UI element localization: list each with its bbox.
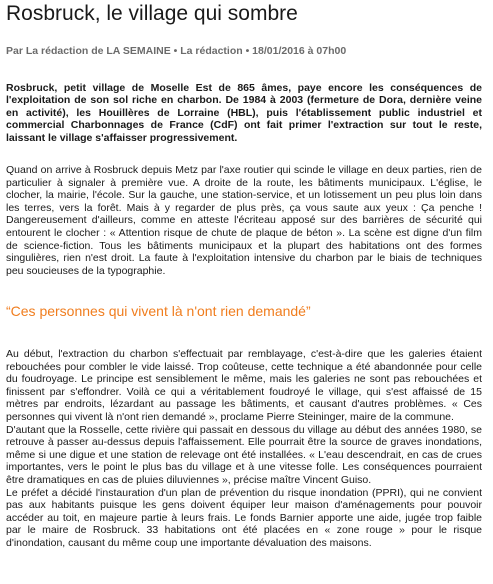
article-paragraph: Au début, l'extraction du charbon s'effectuait par remblayage, c'est-à-dire que les galeries étaient rebouchées pour combler le vide laissé. Trop coûteuse, cette technique a été abandonnée pour celle du foudroyage. Le principe est sensiblement le même, mais les galeries ne sont pas rebouchées et finissent par s'effondrer. Voilà ce qui a véritablement foudroyé le village, qui s'est affaissé de 15 mètres par endroits, lézardant au passage les bâtiments, et causant d'autres problèmes. « Ces personnes qui vivent là n'ont rien demandé », proclame Pierre Steininger, maire de la commune. bbox=[6, 348, 482, 423]
article-paragraph: D'autant que la Rosselle, cette rivière qui passait en dessous du village au début des années 1980, se retrouve à passer au-dessus depuis l'affaissement. Elle pourrait être la source de graves inondations, même si une digue et une station de relevage ont été installées. « L'eau descendrait, en cas de crues importantes, vers le point le plus bas du village et à une vitesse folle. Les conséquences pourraient être dramatiques en cas de pluies diluviennes », précise maître Vincent Guiso. bbox=[6, 423, 482, 486]
pull-quote: “Ces personnes qui vivent là n'ont rien demandé” bbox=[6, 303, 311, 319]
article-lead: Rosbruck, petit village de Moselle Est de 865 âmes, paye encore les conséquences de l'exploitation de son sol riche en charbon. De 1984 à 2003 (fermeture de Dora, dernière veine en activité), les Houillères de Lorraine (HBL), puis l'établissement public industriel et commercial Charbonnages de France (CdF) ont fait primer l'extraction sur tout le reste, laissant le village s'affaisser progressivement. bbox=[6, 82, 482, 144]
article-paragraph: Quand on arrive à Rosbruck depuis Metz par l'axe routier qui scinde le village en deux parties, rien de particulier à signaler à première vue. A droite de la route, les bâtiments municipaux. L'église, le clocher, la mairie, l'école. Sur la gauche, une station-service, et un lotissement un peu plus loin dans les terres, vers la forêt. Mais à y regarder de plus près, ça vous saute aux yeux : Ça penche ! Dangereusement d'ailleurs, comme en atteste l'écriteau apposé sur des barrières de sécurité qui entourent le clocher : « Attention risque de chute de plaque de béton ». La scène est digne d'un film de science-fiction. Tous les bâtiments municipaux et la plupart des habitations ont des formes singulières, rien n'est droit. La faute à l'exploitation intensive du charbon par le biais de techniques peu soucieuses de la typographie. bbox=[6, 164, 482, 277]
article-paragraph: Le préfet a décidé l'instauration d'un plan de prévention du risque inondation (PPRI), qui ne convient pas aux habitants puisque les gens doivent équiper leur maison d'aménagements pour pouvoir accéder au toit, en majeure partie à leurs frais. Le fonds Barnier apporte une aide, jugée trop faible par le maire de Rosbruck. 33 habitations ont été placées en « zone rouge » pour le risque d'inondation, causant du même coup une importante dévaluation des maisons. bbox=[6, 486, 482, 549]
article-byline: Par La rédaction de LA SEMAINE • La rédaction • 18/01/2016 à 07h00 bbox=[6, 45, 347, 57]
article-body bbox=[6, 348, 482, 584]
article-title: Rosbruck, le village qui sombre bbox=[6, 2, 298, 25]
